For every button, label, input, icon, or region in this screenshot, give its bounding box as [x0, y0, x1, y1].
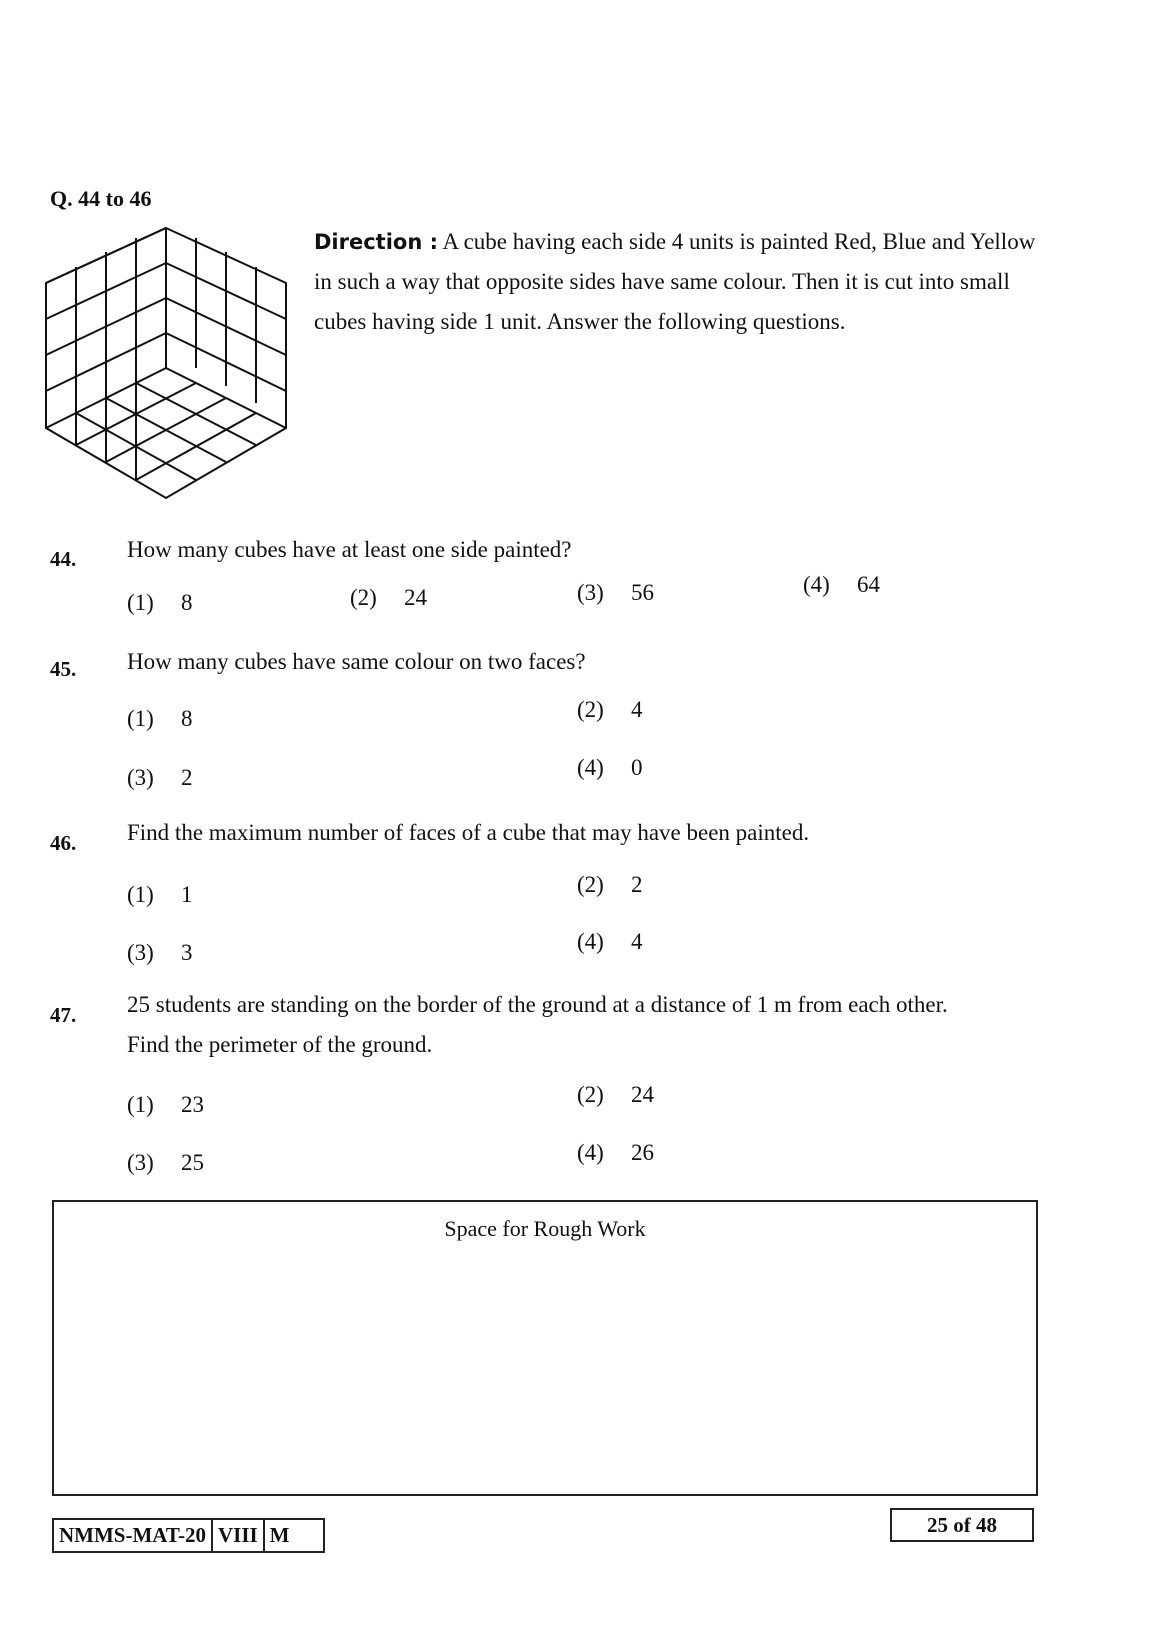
- option-value: 8: [181, 590, 193, 615]
- paper-code-box: [52, 1518, 325, 1553]
- option-number: (3): [127, 765, 154, 790]
- question-number: 45.: [50, 657, 77, 681]
- rough-work-box[interactable]: [52, 1200, 1038, 1496]
- direction-label: Direction :: [314, 230, 439, 254]
- option-value: 23: [181, 1092, 204, 1117]
- option-value: 2: [181, 765, 193, 790]
- option-number: (1): [127, 706, 154, 731]
- option[interactable]: [577, 872, 643, 898]
- option-number: (4): [577, 755, 604, 780]
- option[interactable]: [127, 940, 193, 966]
- question-text-continued: Find the perimeter of the ground.: [127, 1032, 433, 1057]
- option[interactable]: [127, 765, 193, 791]
- option-number: (2): [577, 697, 604, 722]
- option-value: 4: [631, 697, 643, 722]
- option[interactable]: [127, 1092, 204, 1118]
- option-number: (3): [127, 1150, 154, 1175]
- option[interactable]: [127, 706, 193, 732]
- option-value: 24: [404, 585, 427, 610]
- option-value: 4: [631, 929, 643, 954]
- option[interactable]: [577, 929, 643, 955]
- option-value: 2: [631, 872, 643, 897]
- class-code: VIII: [213, 1520, 265, 1551]
- option[interactable]: [577, 1140, 654, 1166]
- option-number: (3): [577, 580, 604, 605]
- option-number: (1): [127, 590, 154, 615]
- option-value: 3: [181, 940, 193, 965]
- option-number: (4): [577, 1140, 604, 1165]
- option[interactable]: [577, 755, 643, 781]
- option-value: 8: [181, 706, 193, 731]
- option-value: 1: [181, 882, 193, 907]
- option-value: 26: [631, 1140, 654, 1165]
- rough-work-title: Space for Rough Work: [444, 1216, 646, 1241]
- option-number: (2): [350, 585, 377, 610]
- page-number: 25 of 48: [890, 1508, 1034, 1542]
- question-number: 44.: [50, 547, 77, 571]
- option[interactable]: [127, 1150, 204, 1176]
- option-number: (2): [577, 872, 604, 897]
- direction-paragraph: [314, 222, 1054, 342]
- medium-code: M: [269, 1523, 290, 1547]
- option[interactable]: [577, 697, 643, 723]
- option-value: 0: [631, 755, 643, 780]
- option[interactable]: [127, 882, 193, 908]
- option-number: (3): [127, 940, 154, 965]
- question-text: How many cubes have at least one side painted?: [127, 537, 572, 562]
- option-number: (1): [127, 882, 154, 907]
- option-value: 25: [181, 1150, 204, 1175]
- option-value: 24: [631, 1082, 654, 1107]
- option[interactable]: [350, 585, 427, 611]
- option-number: (4): [803, 572, 830, 597]
- question-text: Find the maximum number of faces of a cube that may have been painted.: [127, 820, 810, 845]
- option-number: (2): [577, 1082, 604, 1107]
- question-number: 47.: [50, 1003, 77, 1027]
- option[interactable]: [127, 590, 193, 616]
- cube-figure: [44, 226, 288, 520]
- option-value: 64: [857, 572, 880, 597]
- option[interactable]: [577, 1082, 654, 1108]
- direction-text: A cube having each side 4 units is painted Red, Blue and Yellow in such a way that opposite sides have same colour. Then it is cut into small cubes having side 1 unit. Answer the following questions.: [314, 229, 1036, 334]
- question-text: 25 students are standing on the border of the ground at a distance of 1 m from each other.: [127, 992, 948, 1017]
- option-value: 56: [631, 580, 654, 605]
- paper-code: NMMS-MAT-20: [54, 1520, 213, 1551]
- option-number: (4): [577, 929, 604, 954]
- option-number: (1): [127, 1092, 154, 1117]
- question-text: How many cubes have same colour on two faces?: [127, 649, 586, 674]
- option[interactable]: [803, 572, 880, 598]
- question-range-heading: Q. 44 to 46: [50, 186, 152, 211]
- option[interactable]: [577, 580, 654, 606]
- question-number: 46.: [50, 831, 77, 855]
